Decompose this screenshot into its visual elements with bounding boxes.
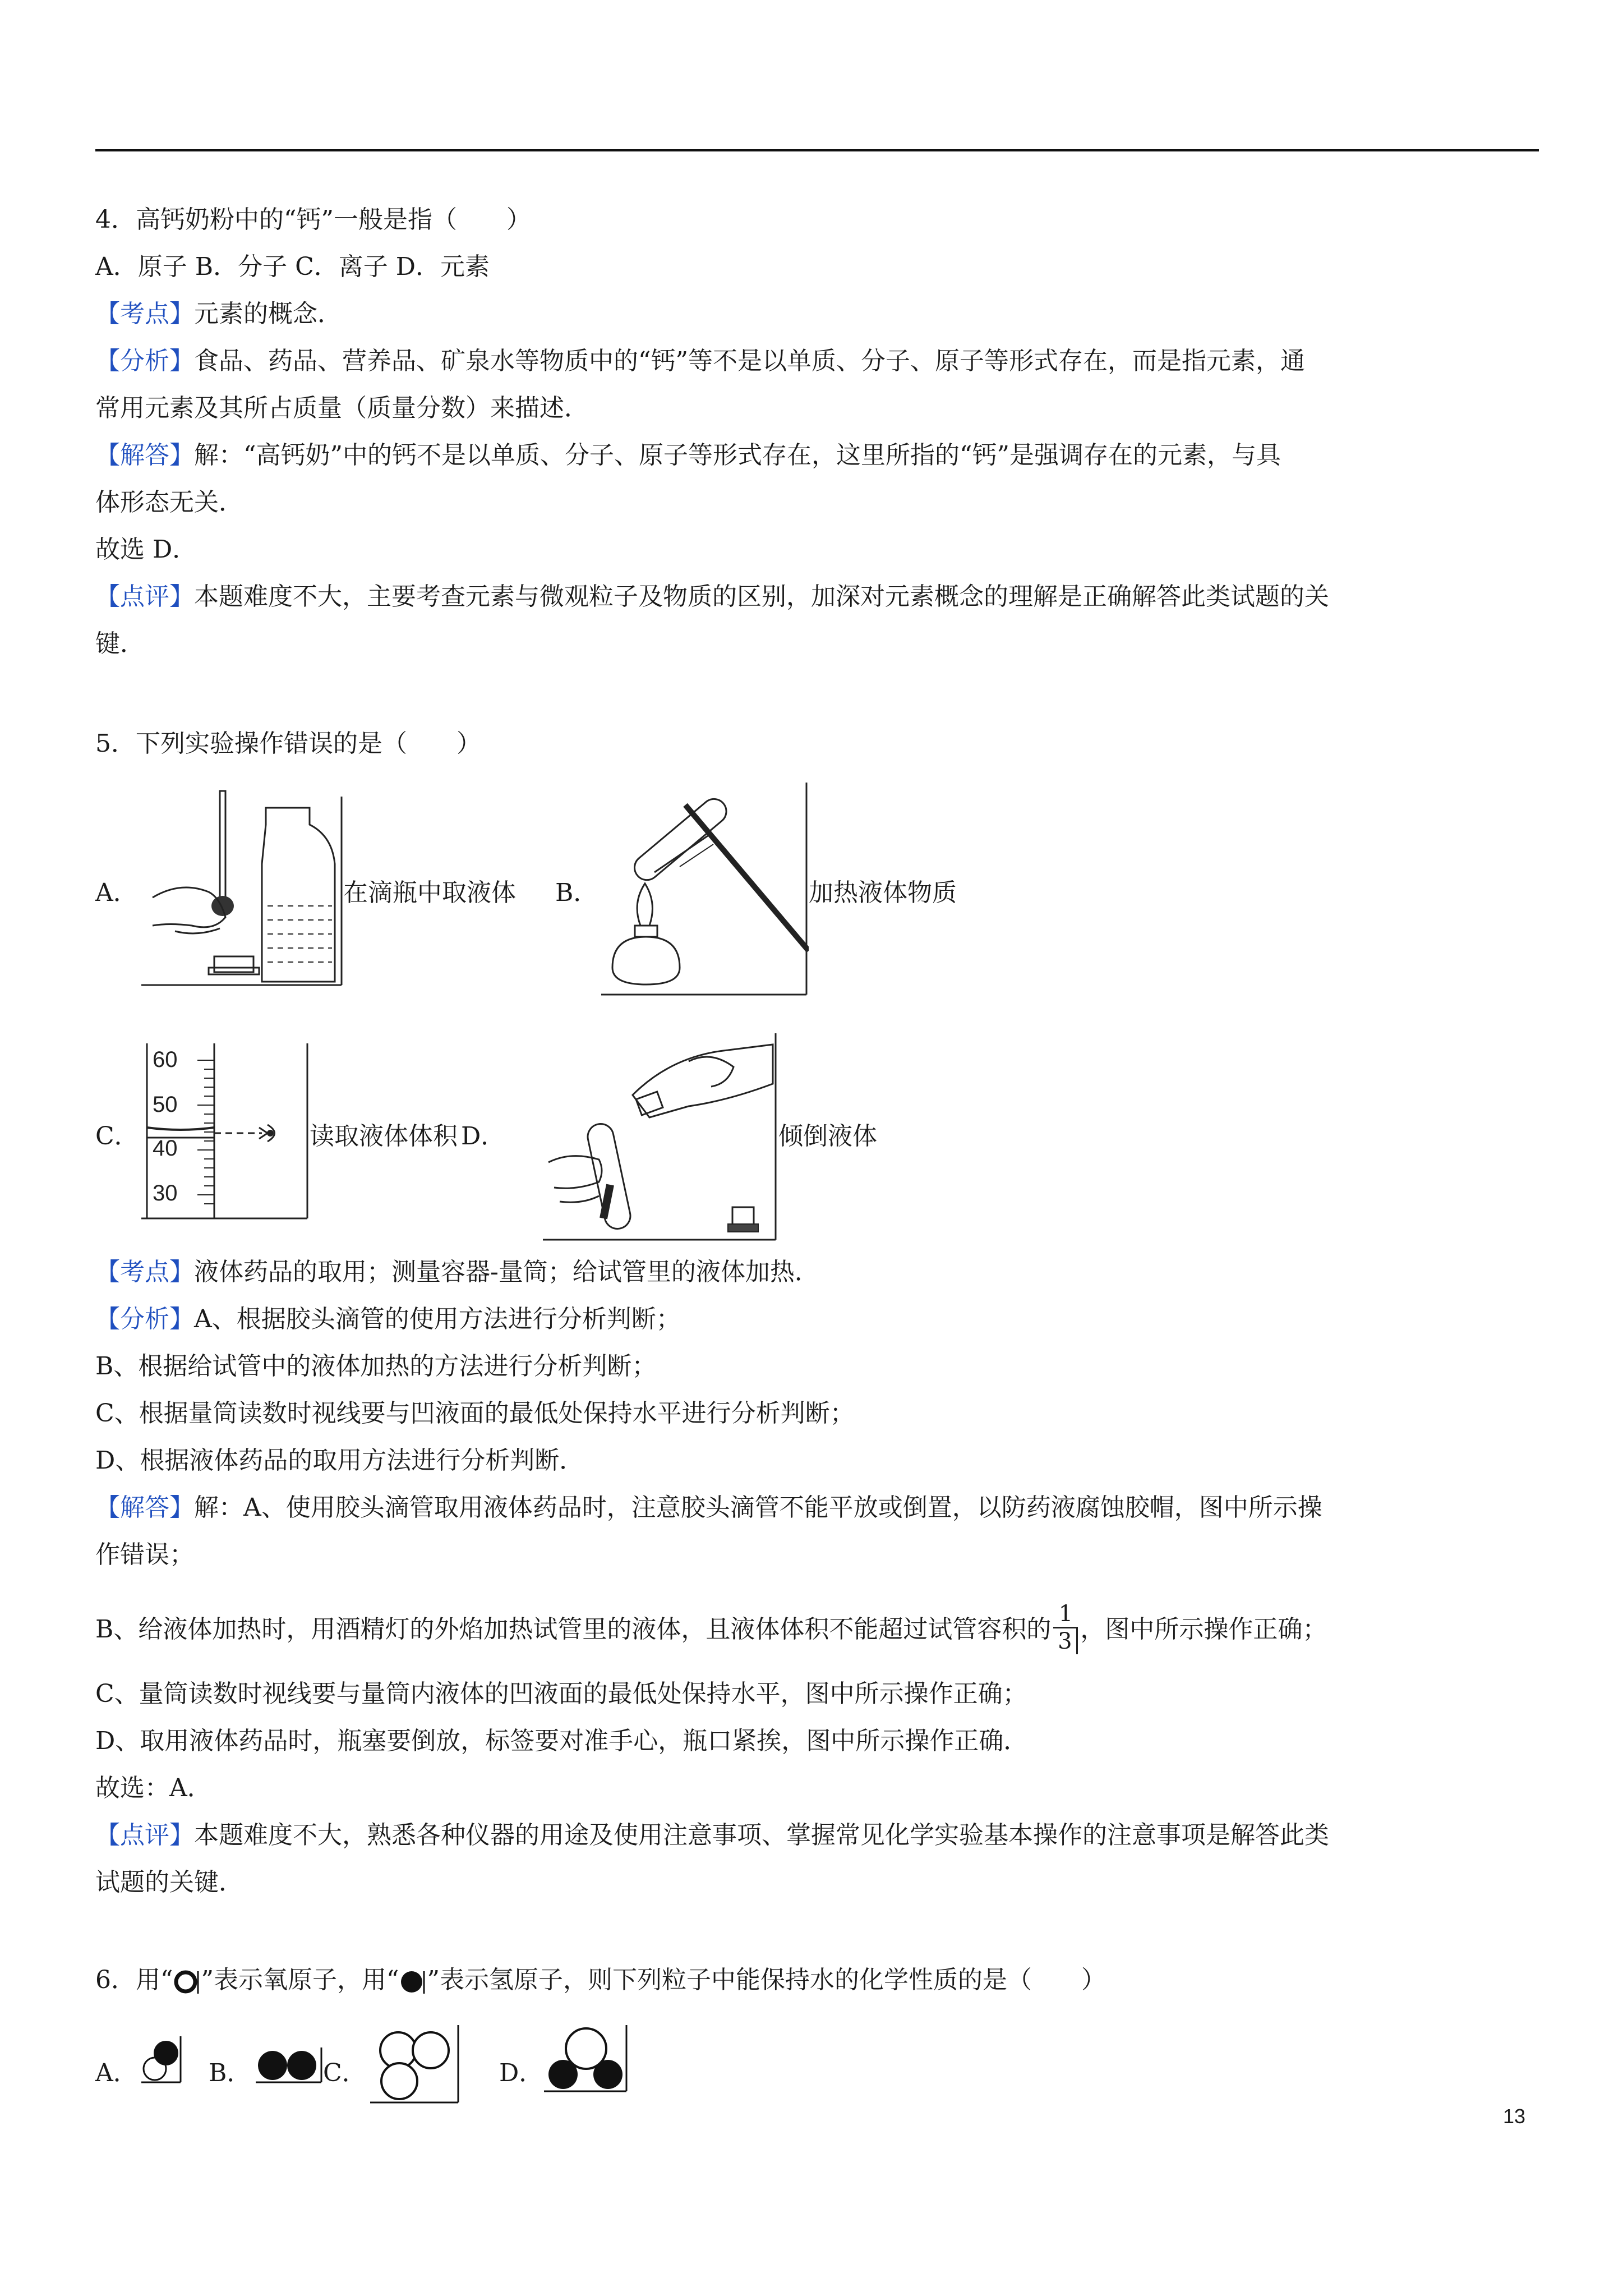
q6-opt-a: A．	[95, 2059, 138, 2087]
header-rule	[95, 149, 1539, 151]
q4-options: A．原子 B．分子 C．离子 D．元素	[95, 252, 490, 281]
q5-stem: 5．下列实验操作错误的是（ ）	[95, 729, 481, 758]
molecule-c-icon	[370, 2025, 460, 2104]
q5-dianping-cont: 试题的关键．	[95, 1868, 243, 1897]
q4-kaodian	[95, 297, 342, 331]
jieda-b-tail: ，图中所示操作正确；	[1080, 1615, 1327, 1644]
q5-kaodian	[95, 1255, 819, 1289]
q5-jieda	[95, 1491, 1322, 1525]
q5-fenxi-c: C、根据量筒读数时视线要与凹液面的最低处保持水平进行分析判断；	[95, 1399, 855, 1428]
kaodian-text: 元素的概念．	[194, 300, 342, 328]
q5-jieda-c: C、量筒读数时视线要与量筒内液体的凹液面的最低处保持水平，图中所示操作正确；	[95, 1680, 1027, 1708]
q4-answer: 故选 D．	[95, 535, 197, 564]
hydrogen-atom-icon	[399, 1968, 427, 1996]
q5-opt-a-text: 在滴瓶中取液体	[343, 878, 516, 907]
fenxi-text: A、根据胶头滴管的使用方法进行分析判断；	[194, 1305, 681, 1333]
q4-jieda	[95, 439, 1281, 472]
graduated-cylinder-figure	[141, 1043, 310, 1220]
jieda-text: 解：A、使用胶头滴管取用液体药品时，注意胶头滴管不能平放或倒置，以防药液腐蚀胶帽，图中所示操	[194, 1493, 1322, 1522]
q5-jieda-d: D、取用液体药品时，瓶塞要倒放，标签要对准手心，瓶口紧挨，图中所示操作正确．	[95, 1727, 1029, 1755]
q5-jieda-cont: 作错误；	[95, 1540, 194, 1569]
q5-opt-d-text: 倾倒液体	[778, 1122, 877, 1151]
q4-stem: 4．高钙奶粉中的“钙”一般是指（ ）	[95, 205, 531, 234]
q6-stem-b: ”表示氧原子，用“	[201, 1966, 399, 1994]
q5-dianping	[95, 1819, 1329, 1852]
q4-dianping	[95, 580, 1329, 614]
heating-tube-figure	[601, 783, 809, 996]
q4-fenxi	[95, 344, 1305, 378]
q5-fenxi-d: D、根据液体药品的取用方法进行分析判断．	[95, 1446, 584, 1475]
pouring-liquid-figure	[543, 1033, 778, 1241]
jieda-tag: 【解答】	[95, 441, 194, 470]
oxygen-atom-icon	[173, 1968, 201, 1996]
q6-stem-c: ”表示氢原子，则下列粒子中能保持水的化学性质的是（ ）	[427, 1966, 1106, 1994]
q5-fenxi	[95, 1303, 681, 1336]
dropper-bottle-figure	[141, 785, 343, 987]
q6-stem-a: 6．用“	[95, 1966, 173, 1994]
q5-opt-c-letter: C．	[95, 1122, 139, 1151]
molecule-d-icon	[544, 2025, 628, 2092]
q5-opt-a-letter: A．	[95, 878, 138, 907]
jieda-text: 解：“高钙奶”中的钙不是以单质、分子、原子等形式存在，这里所指的“钙”是强调存在的元素，与具	[194, 441, 1281, 470]
page-number: 13	[1502, 2105, 1525, 2128]
q6-opt-b: B．	[209, 2059, 252, 2087]
q5-answer: 故选：A．	[95, 1774, 212, 1802]
tick-60: 60	[153, 1047, 178, 1072]
fenxi-tag: 【分析】	[95, 1305, 194, 1333]
dianping-tag: 【点评】	[95, 582, 194, 611]
q6-opt-c: C．	[323, 2059, 367, 2087]
q5-jieda-b	[95, 1601, 1327, 1658]
molecule-b-icon	[256, 2047, 323, 2083]
q5-fenxi-b: B、根据给试管中的液体加热的方法进行分析判断；	[95, 1352, 657, 1381]
jieda-tag: 【解答】	[95, 1493, 194, 1522]
jieda-b-text: B、给液体加热时，用酒精灯的外焰加热试管里的液体，且液体体积不能超过试管容积的	[95, 1615, 1052, 1644]
kaodian-tag: 【考点】	[95, 1258, 194, 1286]
q5-opt-b-text: 加热液体物质	[809, 878, 957, 907]
q4-fenxi-cont: 常用元素及其所占质量（质量分数）来描述．	[95, 394, 589, 422]
q6-stem	[95, 1963, 1106, 1997]
q6-opt-d: D．	[499, 2059, 544, 2087]
dianping-tag: 【点评】	[95, 1821, 194, 1849]
kaodian-tag: 【考点】	[95, 300, 194, 328]
dianping-text: 本题难度不大，主要考查元素与微观粒子及物质的区别，加深对元素概念的理解是正确解答此类试题的关	[194, 582, 1329, 611]
fraction-numerator: 1	[1053, 1601, 1078, 1628]
q5-opt-d-letter: D．	[461, 1122, 506, 1151]
fenxi-text: 食品、药品、营养品、矿泉水等物质中的“钙”等不是以单质、分子、原子等形式存在，而是指元素，通	[194, 347, 1305, 375]
fraction	[1053, 1601, 1078, 1654]
dianping-text: 本题难度不大，熟悉各种仪器的用途及使用注意事项、掌握常见化学实验基本操作的注意事项是解答此类	[194, 1821, 1329, 1849]
kaodian-text: 液体药品的取用；测量容器-量筒；给试管里的液体加热．	[194, 1258, 819, 1286]
q5-opt-c-text: 读取液体体积	[310, 1122, 458, 1151]
tick-40: 40	[153, 1136, 178, 1161]
tick-30: 30	[153, 1181, 178, 1205]
molecule-a-icon	[141, 2036, 182, 2083]
q5-opt-b-letter: B．	[555, 878, 598, 907]
q4-dianping-cont: 键．	[95, 629, 145, 658]
q4-jieda-cont: 体形态无关．	[95, 488, 243, 517]
fraction-denominator: 3	[1053, 1628, 1078, 1654]
fenxi-tag: 【分析】	[95, 347, 194, 375]
tick-50: 50	[153, 1092, 178, 1117]
